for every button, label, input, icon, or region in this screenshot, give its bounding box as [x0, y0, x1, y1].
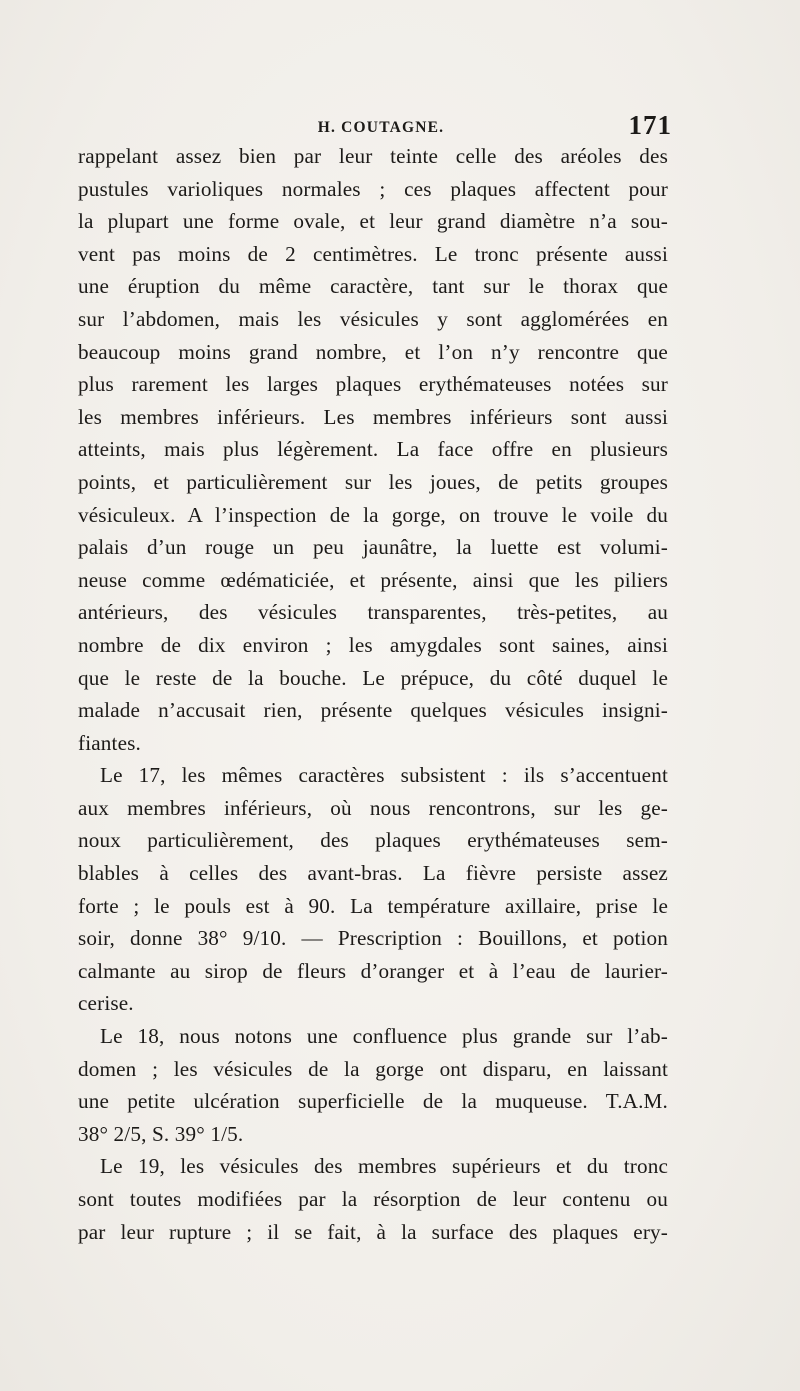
text-line: forte ; le pouls est à 90. La température axillaire, prise le	[78, 893, 668, 918]
page-number: 171	[628, 110, 672, 140]
text-line: 38° 2/5, S. 39° 1/5.	[78, 1121, 244, 1146]
text-line: pustules varioliques normales ; ces plaques affectent pour	[78, 176, 668, 201]
text-line: Le 17, les mêmes caractères subsistent : ils s’accentuent	[100, 763, 668, 788]
text-line: atteints, mais plus légèrement. La face offre en plusieurs	[78, 437, 668, 462]
text-line: une éruption du même caractère, tant sur le thorax que	[78, 274, 668, 299]
text-line: neuse comme œdématiciée, et présente, ainsi que les piliers	[78, 567, 668, 592]
text-line: aux membres inférieurs, où nous rencontrons, sur les ge-	[78, 795, 668, 820]
text-line: les membres inférieurs. Les membres inférieurs sont aussi	[78, 404, 668, 429]
text-line: par leur rupture ; il se fait, à la surface des plaques ery-	[78, 1219, 668, 1244]
text-line: beaucoup moins grand nombre, et l’on n’y rencontre que	[78, 339, 668, 364]
text-line: sur l’abdomen, mais les vésicules y sont agglomérées en	[78, 306, 668, 331]
text-line: malade n’accusait rien, présente quelques vésicules insigni-	[78, 698, 668, 723]
text-line: fiantes.	[78, 730, 141, 755]
text-line: domen ; les vésicules de la gorge ont disparu, en laissant	[78, 1056, 668, 1081]
text-line: vésiculeux. A l’inspection de la gorge, on trouve le voile du	[78, 502, 668, 527]
text-line: cerise.	[78, 991, 134, 1016]
text-line: points, et particulièrement sur les joues, de petits groupes	[78, 469, 668, 494]
text-line: que le reste de la bouche. Le prépuce, du côté duquel le	[78, 665, 668, 690]
text-line: plus rarement les larges plaques erythémateuses notées sur	[78, 372, 668, 397]
text-line: une petite ulcération superficielle de la muqueuse. T.A.M.	[78, 1089, 668, 1114]
text-line: calmante au sirop de fleurs d’oranger et à l’eau de laurier-	[78, 958, 668, 983]
text-line: la plupart une forme ovale, et leur grand diamètre n’a sou-	[78, 209, 668, 234]
text-line: vent pas moins de 2 centimètres. Le tronc présente aussi	[78, 241, 668, 266]
text-line: Le 19, les vésicules des membres supérieurs et du tronc	[100, 1154, 668, 1179]
text-line: soir, donne 38° 9/10. — Prescription : Bouillons, et potion	[78, 926, 668, 951]
text-line: rappelant assez bien par leur teinte celle des aréoles des	[78, 144, 668, 168]
body-text	[78, 140, 668, 1248]
text-line: antérieurs, des vésicules transparentes, très-petites, au	[78, 600, 668, 625]
text-line: Le 18, nous notons une confluence plus grande sur l’ab-	[100, 1024, 668, 1049]
text-line: nombre de dix environ ; les amygdales sont saines, ainsi	[78, 632, 668, 657]
text-line: sont toutes modifiées par la résorption de leur contenu ou	[78, 1187, 668, 1211]
text-line: noux particulièrement, des plaques erythémateuses sem-	[78, 828, 668, 853]
text-line: blables à celles des avant-bras. La fièvre persiste assez	[78, 861, 668, 886]
text-line: palais d’un rouge un peu jaunâtre, la luette est volumi-	[78, 535, 668, 560]
running-head-author: H. COUTAGNE.	[317, 119, 445, 136]
